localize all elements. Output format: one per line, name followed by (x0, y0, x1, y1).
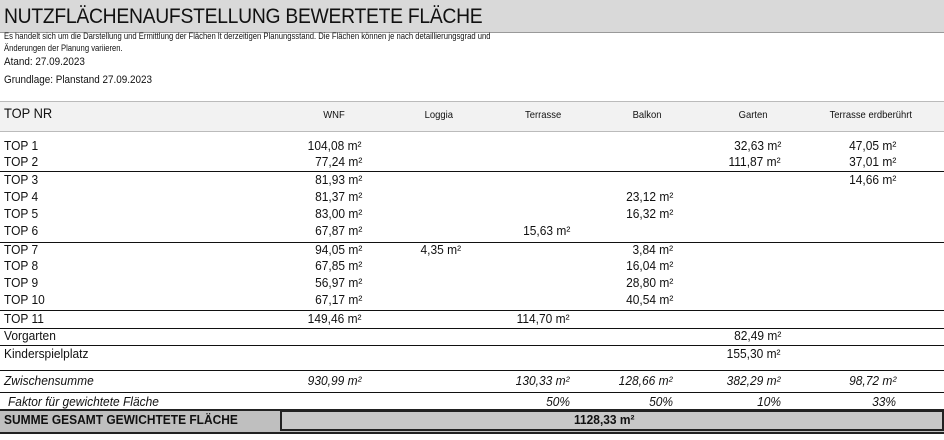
cell-label: Kinderspielplatz (4, 346, 89, 361)
header-garten: Garten (738, 109, 768, 121)
stand-date: Atand: 27.09.2023 (4, 56, 85, 68)
cell-terrasse-erdberuehrt: 14,66 m² (848, 172, 896, 187)
cell-wnf: 67,17 m² (314, 292, 362, 307)
cell-label: Zwischensumme (4, 373, 94, 388)
cell-balkon: 16,04 m² (625, 258, 673, 273)
cell-label: TOP 10 (4, 292, 45, 307)
cell-label: Faktor für gewichtete Fläche (8, 394, 159, 409)
note-line-2: Änderungen der Planung variieren. (4, 43, 123, 53)
title-bar (0, 0, 944, 33)
cell-loggia: 4,35 m² (420, 242, 461, 257)
cell-label: TOP 3 (4, 172, 39, 187)
divider (0, 242, 944, 243)
document-title: NUTZFLÄCHENAUFSTELLUNG BEWERTETE FLÄCHE (4, 5, 483, 28)
cell-label: TOP 9 (4, 275, 39, 290)
cell-garten: 382,29 m² (727, 373, 781, 388)
cell-label: TOP 5 (4, 206, 39, 221)
table-row (0, 292, 944, 308)
cell-wnf: 83,00 m² (314, 206, 362, 221)
cell-label: TOP 2 (4, 154, 39, 169)
table-row (0, 172, 944, 188)
cell-garten: 155,30 m² (727, 346, 781, 361)
divider (0, 392, 944, 393)
cell-garten: 82,49 m² (733, 328, 781, 343)
cell-wnf: 67,87 m² (314, 223, 362, 238)
table-row (0, 154, 944, 170)
table-row (0, 242, 944, 258)
divider (0, 370, 944, 371)
cell-terrasse: 15,63 m² (522, 223, 570, 238)
cell-balkon: 23,12 m² (625, 189, 673, 204)
cell-label: TOP 8 (4, 258, 39, 273)
table-row (0, 138, 944, 154)
cell-terrasse: 130,33 m² (516, 373, 570, 388)
cell-wnf: 930,99 m² (308, 373, 362, 388)
divider (0, 345, 944, 346)
cell-terrasse: 114,70 m² (517, 311, 570, 326)
cell-terrasse-erdberuehrt: 37,01 m² (848, 154, 896, 169)
divider (0, 171, 944, 172)
factor-row (0, 394, 944, 410)
table-row (0, 346, 944, 362)
cell-label: TOP 11 (4, 311, 44, 326)
cell-garten: 111,87 m² (728, 154, 781, 169)
cell-wnf: 56,97 m² (314, 275, 362, 290)
table-row (0, 223, 944, 239)
table-row (0, 311, 944, 327)
cell-balkon: 28,80 m² (625, 275, 673, 290)
cell-wnf: 67,85 m² (314, 258, 362, 273)
cell-terrasse: 50% (546, 394, 570, 409)
cell-wnf: 94,05 m² (314, 242, 362, 257)
cell-garten: 32,63 m² (733, 138, 781, 153)
table-row (0, 206, 944, 222)
total-value: 1128,33 m² (574, 412, 635, 427)
cell-wnf: 77,24 m² (314, 154, 362, 169)
subtotal-row (0, 373, 944, 389)
total-label: SUMME GESAMT GEWICHTETE FLÄCHE (4, 412, 238, 427)
table-header (0, 101, 944, 132)
table-row (0, 275, 944, 291)
cell-wnf: 104,08 m² (308, 138, 362, 153)
divider (0, 328, 944, 329)
divider (0, 310, 944, 311)
cell-wnf: 149,46 m² (308, 311, 362, 326)
grundlage-text: Grundlage: Planstand 27.09.2023 (4, 74, 153, 86)
header-terrasse: Terrasse (525, 109, 562, 121)
table-row (0, 258, 944, 274)
cell-terrasse-erdberuehrt: 98,72 m² (848, 373, 896, 388)
header-wnf: WNF (323, 109, 345, 121)
cell-label: Vorgarten (4, 328, 56, 343)
cell-label: TOP 6 (4, 223, 39, 238)
cell-terrasse-erdberuehrt: 47,05 m² (848, 138, 896, 153)
header-top-nr: TOP NR (4, 105, 53, 121)
cell-terrasse-erdberuehrt: 33% (872, 394, 896, 409)
header-balkon: Balkon (632, 109, 662, 121)
header-terrasse-erdberuehrt: Terrasse erdberührt (829, 109, 913, 121)
table-row (0, 328, 944, 344)
cell-wnf: 81,93 m² (314, 172, 362, 187)
cell-garten: 10% (757, 394, 781, 409)
cell-label: TOP 4 (4, 189, 39, 204)
cell-wnf: 81,37 m² (314, 189, 362, 204)
table-row (0, 189, 944, 205)
cell-label: TOP 1 (4, 138, 39, 153)
cell-balkon: 50% (649, 394, 673, 409)
header-loggia: Loggia (424, 109, 453, 121)
cell-label: TOP 7 (4, 242, 39, 257)
cell-balkon: 3,84 m² (632, 242, 673, 257)
cell-balkon: 128,66 m² (619, 373, 673, 388)
cell-balkon: 40,54 m² (625, 292, 673, 307)
note-line-1: Es handelt sich um die Darstellung und Ermittlung der Flächen lt derzeitigen Planungsstand. Die Flächen können je nach detaillierungsgrad und (4, 31, 491, 41)
cell-balkon: 16,32 m² (625, 206, 673, 221)
